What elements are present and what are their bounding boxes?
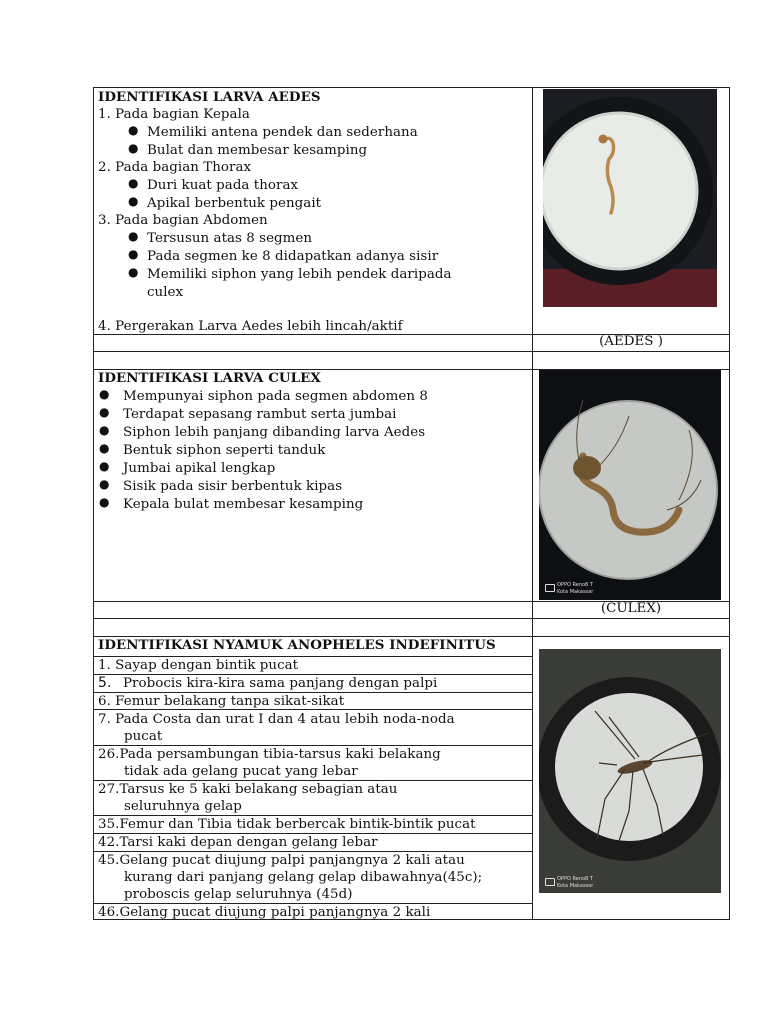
- aedes-item: 4. Pergerakan Larva Aedes lebih lincah/aktif: [98, 319, 403, 334]
- aedes-title: IDENTIFIKASI LARVA AEDES: [98, 89, 321, 105]
- table-border-left: [93, 87, 94, 920]
- aedes-item: Bulat dan membesar kesamping: [147, 143, 368, 158]
- anopheles-item: 27.Tarsus ke 5 kaki belakang sebagian atau: [98, 782, 398, 797]
- watermark-device: OPPO Reno8 T: [557, 876, 593, 882]
- bullet-icon: ●: [99, 477, 110, 491]
- camera-watermark-icon: [545, 584, 555, 592]
- culex-item: Kepala bulat membesar kesamping: [123, 497, 364, 512]
- aedes-item: culex: [147, 285, 184, 300]
- aedes-item: Tersusun atas 8 segmen: [147, 231, 313, 246]
- row-divider: [93, 618, 730, 619]
- anopheles-item: proboscis gelap seluruhnya (45d): [124, 887, 353, 902]
- culex-item: Bentuk siphon seperti tanduk: [123, 443, 326, 458]
- anopheles-mosquito-photo: [539, 649, 721, 893]
- culex-item: Mempunyai siphon pada segmen abdomen 8: [123, 389, 428, 404]
- aedes-item: Memiliki antena pendek dan sederhana: [147, 125, 418, 140]
- bullet-icon: ●: [128, 265, 139, 279]
- aedes-item: 2. Pada bagian Thorax: [98, 160, 252, 175]
- culex-item: Sisik pada sisir berbentuk kipas: [123, 479, 343, 494]
- table-border-top: [93, 87, 730, 88]
- bullet-icon: ●: [99, 459, 110, 473]
- anopheles-item: 26.Pada persambungan tibia-tarsus kaki belakang: [98, 747, 441, 762]
- table-border-right: [729, 87, 730, 920]
- culex-item: Siphon lebih panjang dibanding larva Aedes: [123, 425, 426, 440]
- bullet-icon: ●: [128, 247, 139, 261]
- bullet-icon: ●: [128, 123, 139, 137]
- culex-larva-photo: [539, 370, 721, 600]
- bullet-icon: ●: [99, 441, 110, 455]
- anopheles-item: 46.Gelang pucat diujung palpi panjangnya 2 kali: [98, 905, 431, 920]
- aedes-item: 1. Pada bagian Kepala: [98, 107, 250, 122]
- anopheles-item-number: 5.: [98, 675, 112, 691]
- bullet-icon: ●: [99, 387, 110, 401]
- watermark-device: OPPO Reno8 T: [557, 582, 593, 588]
- bullet-icon: ●: [99, 405, 110, 419]
- culex-item: Terdapat sepasang rambut serta jumbai: [123, 407, 397, 422]
- bullet-icon: ●: [128, 176, 139, 190]
- aedes-item: Pada segmen ke 8 didapatkan adanya sisir: [147, 249, 439, 264]
- bullet-icon: ●: [128, 229, 139, 243]
- anopheles-item: 42.Tarsi kaki depan dengan gelang lebar: [98, 835, 378, 850]
- aedes-larva-photo: [543, 89, 717, 307]
- anopheles-item: seluruhnya gelap: [124, 799, 242, 814]
- anopheles-item: 1. Sayap dengan bintik pucat: [98, 658, 299, 673]
- row-divider: [93, 351, 730, 352]
- anopheles-item: 6. Femur belakang tanpa sikat-sikat: [98, 694, 345, 709]
- camera-watermark-icon: [545, 878, 555, 886]
- watermark-location: Kota Makassar: [557, 589, 594, 595]
- aedes-item: Apikal berbentuk pengait: [147, 196, 322, 211]
- bullet-icon: ●: [99, 423, 110, 437]
- bullet-icon: ●: [128, 141, 139, 155]
- aedes-item: Memiliki siphon yang lebih pendek daripada: [147, 267, 452, 282]
- culex-title: IDENTIFIKASI LARVA CULEX: [98, 370, 321, 386]
- bullet-icon: ●: [99, 495, 110, 509]
- anopheles-item: kurang dari panjang gelang gelap dibawahnya(45c);: [124, 870, 483, 885]
- anopheles-title: IDENTIFIKASI NYAMUK ANOPHELES INDEFINITUS: [98, 637, 496, 653]
- anopheles-item: pucat: [124, 729, 163, 744]
- anopheles-item: 7. Pada Costa dan urat I dan 4 atau lebih noda-noda: [98, 712, 455, 727]
- culex-caption: (CULEX): [600, 601, 662, 616]
- aedes-item: Duri kuat pada thorax: [147, 178, 299, 193]
- anopheles-item: 45.Gelang pucat diujung palpi panjangnya 2 kali atau: [98, 853, 465, 868]
- aedes-item: 3. Pada bagian Abdomen: [98, 213, 268, 228]
- culex-item: Jumbai apikal lengkap: [123, 461, 276, 476]
- bullet-icon: ●: [128, 194, 139, 208]
- anopheles-item: tidak ada gelang pucat yang lebar: [124, 764, 358, 779]
- aedes-caption: (AEDES ): [599, 334, 663, 349]
- table-column-divider: [532, 87, 533, 920]
- watermark-location: Kota Makassar: [557, 883, 594, 889]
- anopheles-item: Probocis kira-kira sama panjang dengan palpi: [123, 676, 438, 691]
- anopheles-item: 35.Femur dan Tibia tidak berbercak bintik-bintik pucat: [98, 817, 476, 832]
